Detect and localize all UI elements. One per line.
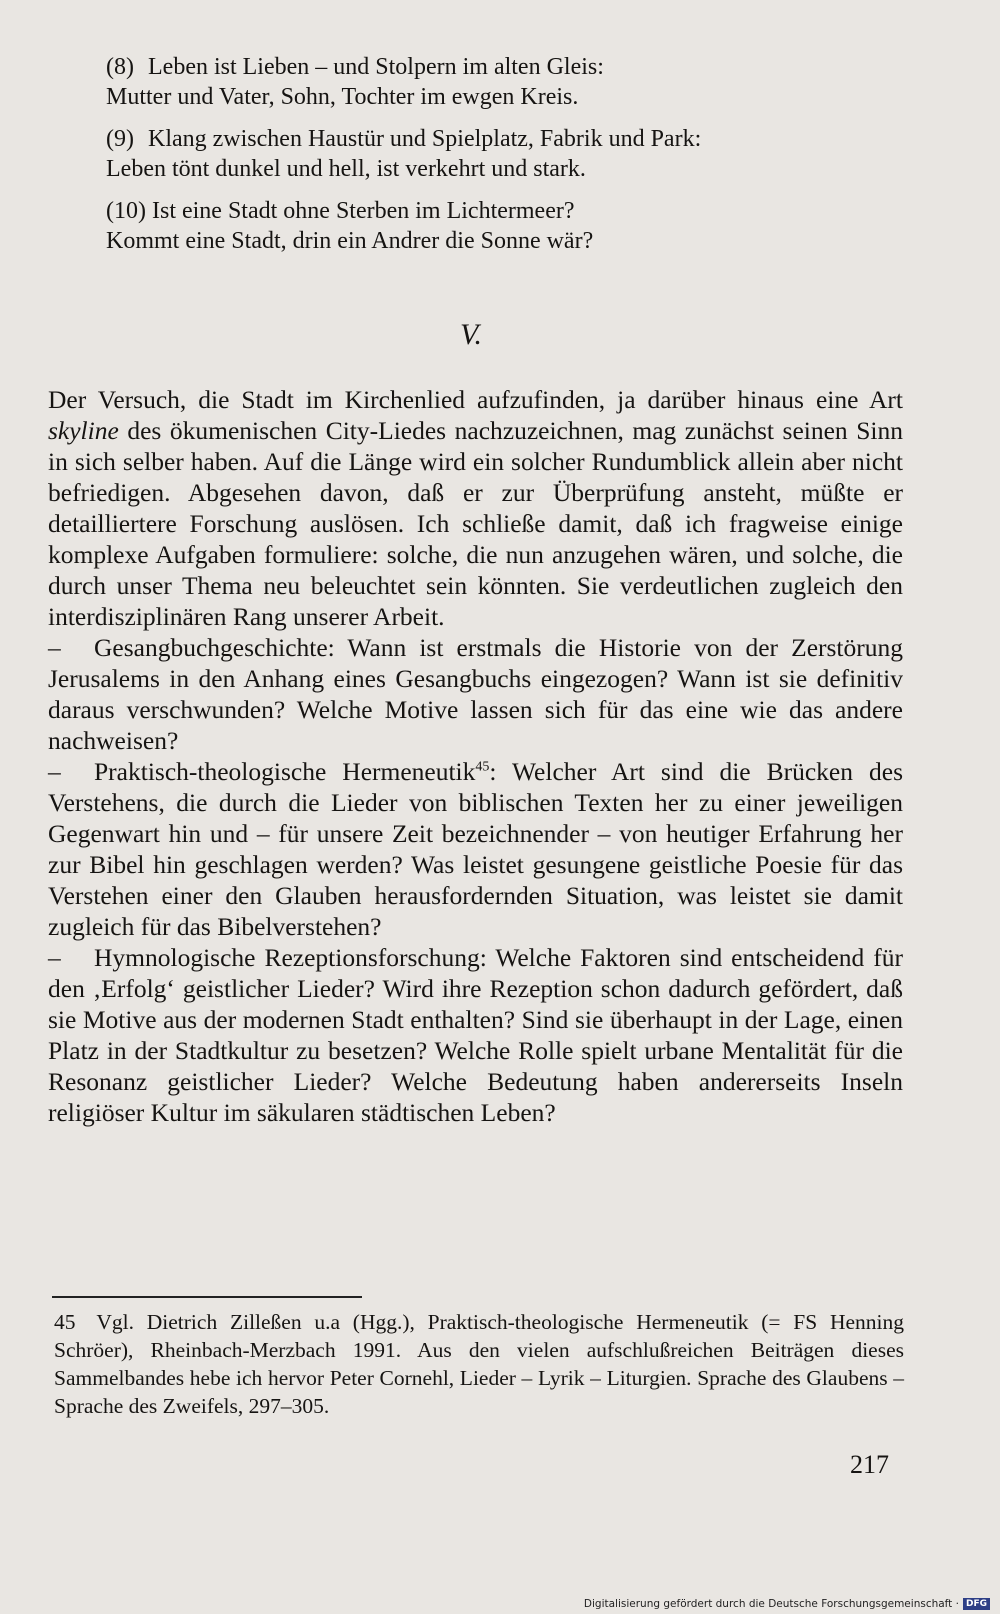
stanza-8 (106, 52, 906, 112)
list-item: – Praktisch-theologische Hermeneutik$^{45}$: Welcher Art sind die Brücken des Verstehens, die durch die Lieder von biblischen Texten her zu einer jeweiligen Gegenwart hin und – für unsere Zeit bezeichnender – von heutiger Erfahrung her zur Bibel hin geschlagen werden? Was leistet gesungene geistliche Poesie für das Verstehen einer den Glauben herausfordernden Situation, was leistet sie damit zugleich für das Bibelverstehen? (48, 757, 903, 941)
stanza-10 (106, 196, 906, 256)
list-item: – Gesangbuchgeschichte: Wann ist erstmals die Historie von der Zerstörung Jerusalems in den Anhang eines Gesangbuchs eingezogen? Wann ist sie definitiv daraus verschwunden? Welche Motive lassen sich für das eine wie das andere nachweisen? (48, 633, 903, 755)
page-number: 217 (850, 1450, 889, 1479)
section-heading: V. (460, 318, 482, 351)
stanza-line: Ist eine Stadt ohne Sterben im Lichtermeer? (151, 198, 575, 224)
dfg-logo-icon: DFG (963, 1598, 990, 1610)
dash-marker: – (48, 943, 61, 972)
footnote-divider (52, 1296, 362, 1298)
digitization-credit: Digitalisierung gefördert durch die Deutsche Forschungsgemeinschaft · DFG (584, 1598, 990, 1610)
stanza-line: Mutter und Vater, Sohn, Tochter im ewgen Kreis. (106, 84, 579, 110)
stanza-number: (9) (106, 126, 134, 152)
footnote (54, 1308, 904, 1420)
emphasis: skyline (48, 416, 119, 445)
stanza-number: (8) (106, 54, 134, 80)
dash-marker: – (48, 757, 61, 786)
list-item: – Hymnologische Rezeptionsforschung: Welche Faktoren sind entscheidend für den ‚Erfolg‘ geistlicher Lieder? Wird ihre Rezeption schon dadurch gefördert, daß sie Motive aus der modernen Stadt enthalten? Sind sie überhaupt in der Lage, einen Platz in der Stadtkultur zu besetzen? Welche Rolle spielt urbane Mentalität für die Resonanz geistlicher Lieder? Welche Bedeutung haben andererseits Inseln religiöser Kultur im säkularen städtischen Leben? (48, 943, 903, 1127)
footnote-marker[interactable]: 45 (475, 759, 490, 775)
dash-marker: – (48, 633, 61, 662)
stanza-line: Leben tönt dunkel und hell, ist verkehrt und stark. (106, 156, 586, 182)
stanza-number: (10) (106, 198, 146, 224)
footnote-number: 45 (54, 1310, 76, 1334)
footnote-text: Vgl. Dietrich Zilleßen u.a (Hgg.), Praktisch-theologische Hermeneutik (= FS Henning Schröer), Rheinbach-Merzbach 1991. Aus den vielen aufschlußreichen Beiträgen dieses Sammelbandes hebe ich hervor Peter Cornehl, Lieder – Lyrik – Liturgien. Sprache des Glaubens – Sprache des Zweifels, 297–305. (54, 1310, 904, 1418)
stanza-line: Kommt eine Stadt, drin ein Andrer die Sonne wär? (106, 228, 594, 254)
stanza-line: Leben ist Lieben – und Stolpern im alten Gleis: (148, 54, 604, 80)
paragraph: Der Versuch, die Stadt im Kirchenlied aufzufinden, ja darüber hinaus eine Art skyline des ökumenischen City-Liedes nachzuzeichnen, mag zunächst seinen Sinn in sich selber haben. Auf die Länge wird ein solcher Rundumblick allein aber nicht befriedigen. Abgesehen davon, daß er zur Überprüfung ansteht, müßte er detailliertere Forschung auslösen. Ich schließe damit, daß ich fragweise einige komplexe Aufgaben formuliere: solche, die nun anzugehen wären, und solche, die durch unser Thema neu beleuchtet sein könnten. Sie verdeutlichen zugleich den interdisziplinären Rang unserer Arbeit. (48, 385, 903, 631)
body-text (48, 384, 903, 1128)
stanza-9 (106, 124, 906, 184)
stanza-line: Klang zwischen Haustür und Spielplatz, Fabrik und Park: (148, 126, 702, 152)
